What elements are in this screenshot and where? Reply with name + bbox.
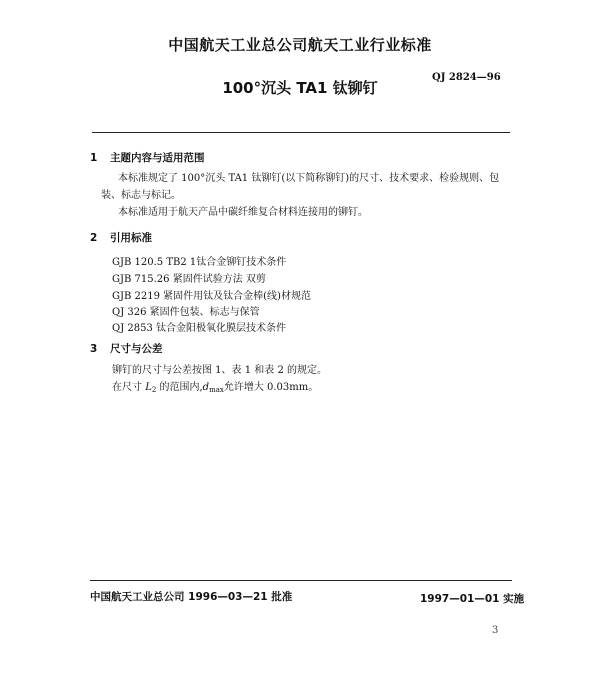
approval-date: 中国航天工业总公司 1996—03—21 批准 [90, 591, 293, 603]
standard-code: QJ 2824—96 [432, 72, 501, 83]
standard-title: 100°沉头 TA1 钛铆钉 [222, 79, 378, 97]
footer-rule [90, 580, 512, 581]
variable-d: d [202, 382, 210, 393]
section-1-paragraph-2: 本标准适用于航天产品中碳纤维复合材料连接用的铆钉。 [118, 207, 368, 218]
reference-item: QJ 2853 钛合金阳极氧化膜层技术条件 [112, 323, 287, 334]
reference-item: QJ 326 紧固件包装、标志与保管 [112, 307, 260, 318]
section-3-line-2 [112, 381, 318, 397]
section-title: 主题内容与适用范围 [110, 152, 205, 164]
section-title: 尺寸与公差 [110, 343, 163, 355]
text-fragment: 在尺寸 [112, 382, 146, 393]
section-1-paragraph-1: 本标准规定了 100°沉头 TA1 钛铆钉(以下简称铆钉)的尺寸、技术要求、检验规则、包 [118, 173, 500, 184]
variable-L: L [145, 382, 152, 393]
text-fragment: 的范围内, [156, 382, 203, 393]
effective-date: 1997—01—01 实施 [420, 593, 525, 605]
reference-item: GJB 715.26 紧固件试验方法 双剪 [112, 274, 266, 285]
section-number: 1 [90, 152, 98, 164]
reference-item: GJB 2219 紧固件用钛及钛合金棒(线)材规范 [112, 291, 311, 302]
section-3-heading [90, 341, 163, 356]
page-number: 3 [492, 625, 499, 636]
section-number: 3 [90, 343, 98, 355]
section-1-paragraph-1-cont: 装、标志与标记。 [101, 190, 181, 201]
issuing-organization: 中国航天工业总公司航天工业行业标准 [168, 36, 432, 54]
text-fragment: 允许增大 0.03mm。 [223, 382, 319, 393]
variable-subscript: 2 [151, 386, 157, 394]
section-2-heading [90, 230, 152, 245]
variable-subscript: max [209, 386, 224, 394]
section-3-line-1: 铆钉的尺寸与公差按图 1、表 1 和表 2 的规定。 [112, 365, 327, 376]
section-title: 引用标准 [110, 232, 152, 244]
header-rule [92, 132, 510, 133]
section-number: 2 [90, 232, 98, 244]
section-1-heading [90, 150, 205, 165]
reference-item: GJB 120.5 TB2 1钛合金铆钉技术条件 [112, 257, 287, 268]
